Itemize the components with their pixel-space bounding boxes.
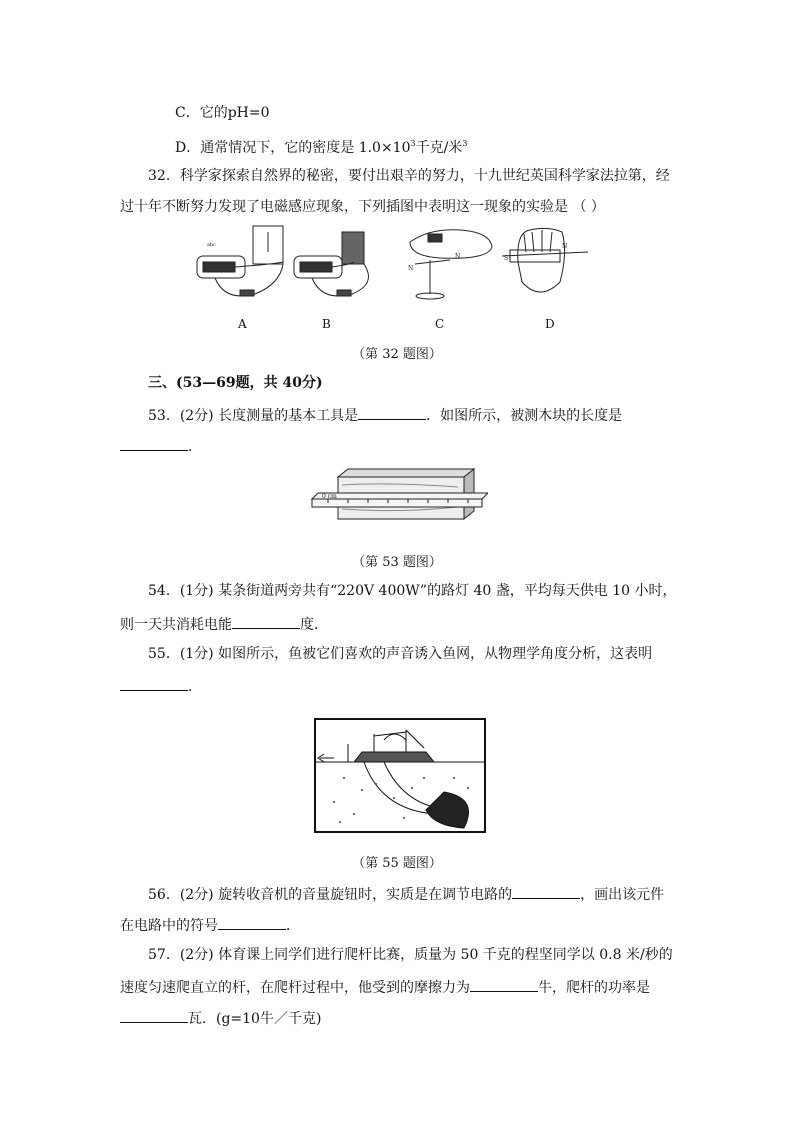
q53-figure-ruler-block <box>308 467 488 527</box>
q54-line2 <box>120 614 328 634</box>
q57-blank-2[interactable] <box>120 1008 188 1023</box>
q54-line1: 54．(1分) 某条街道两旁共有“220V 400W”的路灯 40 盏，平均每天供电 10 小时， <box>148 583 677 599</box>
svg-text:0 cm: 0 cm <box>322 493 337 500</box>
q55-line1: 55．(1分) 如图所示，鱼被它们喜欢的声音诱入鱼网，从物理学角度分析，这表明 <box>148 646 653 662</box>
q31-d-prefix: D．通常情况下，它的密度是 <box>175 140 355 156</box>
q57-line1: 57．(2分) 体育课上同学们进行爬杆比赛，质量为 50 千克的程坚同学以 0.8 米/秒的 <box>148 947 673 963</box>
q55-line2 <box>120 676 202 696</box>
q57-blank-1[interactable] <box>470 977 538 992</box>
svg-text:S: S <box>504 255 509 262</box>
q54-blank[interactable] <box>232 614 300 629</box>
q31-option-d <box>175 135 467 157</box>
q53-line2-tail: ． <box>188 439 202 455</box>
q53-text: 53．(2分) 长度测量的基本工具是 <box>148 408 359 424</box>
q56-line2 <box>120 915 300 935</box>
q32-label-c: C <box>435 317 445 331</box>
q57-line2 <box>120 977 650 997</box>
q32-figure-c <box>408 230 492 299</box>
q57-text: 速度匀速爬直立的杆，在爬杆过程中，他受到的摩擦力为 <box>120 980 470 996</box>
q32-label-a: A <box>238 317 247 331</box>
q57-line3 <box>120 1008 321 1028</box>
q56-text: 56．(2分) 旋转收音机的音量旋钮时，实质是在调节电路的 <box>148 887 513 903</box>
q54-text: 则一天共消耗电能 <box>120 617 232 633</box>
svg-text:N: N <box>455 253 461 260</box>
q32-label-d: D <box>545 317 555 331</box>
q56-blank-2[interactable] <box>218 915 286 930</box>
q55-figure-fishing-boat <box>314 718 486 833</box>
q32-label-b: B <box>322 317 331 331</box>
q53-blank-2[interactable] <box>120 436 188 451</box>
section-3-heading: 三、(53—69题，共 40分) <box>148 375 323 391</box>
q31-option-c: C．它的pH=0 <box>175 105 270 121</box>
q32-figure-set <box>195 222 595 307</box>
q55-caption: （第 55 题图） <box>352 856 442 871</box>
q56-blank-1[interactable] <box>512 884 580 899</box>
q53-blank-1[interactable] <box>358 405 426 420</box>
q55-blank[interactable] <box>120 676 188 691</box>
q56-line1 <box>148 884 664 904</box>
q32-figure-d <box>502 228 588 292</box>
svg-text:N: N <box>408 265 414 272</box>
q31-d-exponent: 3 <box>410 139 416 148</box>
q31-d-unit: 千克/米 <box>415 140 463 156</box>
q54-tail: 度． <box>300 617 328 633</box>
q32-text-line2: 过十年不断努力发现了电磁感应现象，下列插图中表明这一现象的实验是 （ ） <box>120 199 605 215</box>
q32-figure-b <box>294 232 368 296</box>
q53-line1 <box>148 405 622 425</box>
q31-d-value: 1.0×10 <box>358 140 411 156</box>
q31-d-unit-exponent: 3 <box>462 139 468 148</box>
q32-caption: （第 32 题图） <box>352 347 442 362</box>
q53-text-tail: ．如图所示，被测木块的长度是 <box>426 408 623 424</box>
q56-tail-2: ． <box>286 918 300 934</box>
q57-tail: 牛，爬杆的功率是 <box>538 980 650 996</box>
q32-figure-a <box>197 226 283 296</box>
q56-tail: ，画出该元件 <box>580 887 665 903</box>
svg-text:abc: abc <box>207 242 216 248</box>
q53-caption: （第 53 题图） <box>352 555 442 570</box>
q53-line2 <box>120 436 202 456</box>
q57-tail-3: 瓦．(g=10牛／千克) <box>188 1011 322 1027</box>
svg-text:N: N <box>562 243 568 250</box>
q55-tail: ． <box>188 679 202 695</box>
q32-text-line1: 32．科学家探索自然界的秘密，要付出艰辛的努力，十九世纪英国科学家法拉第，经 <box>148 168 670 184</box>
q56-text-2: 在电路中的符号 <box>120 918 218 934</box>
